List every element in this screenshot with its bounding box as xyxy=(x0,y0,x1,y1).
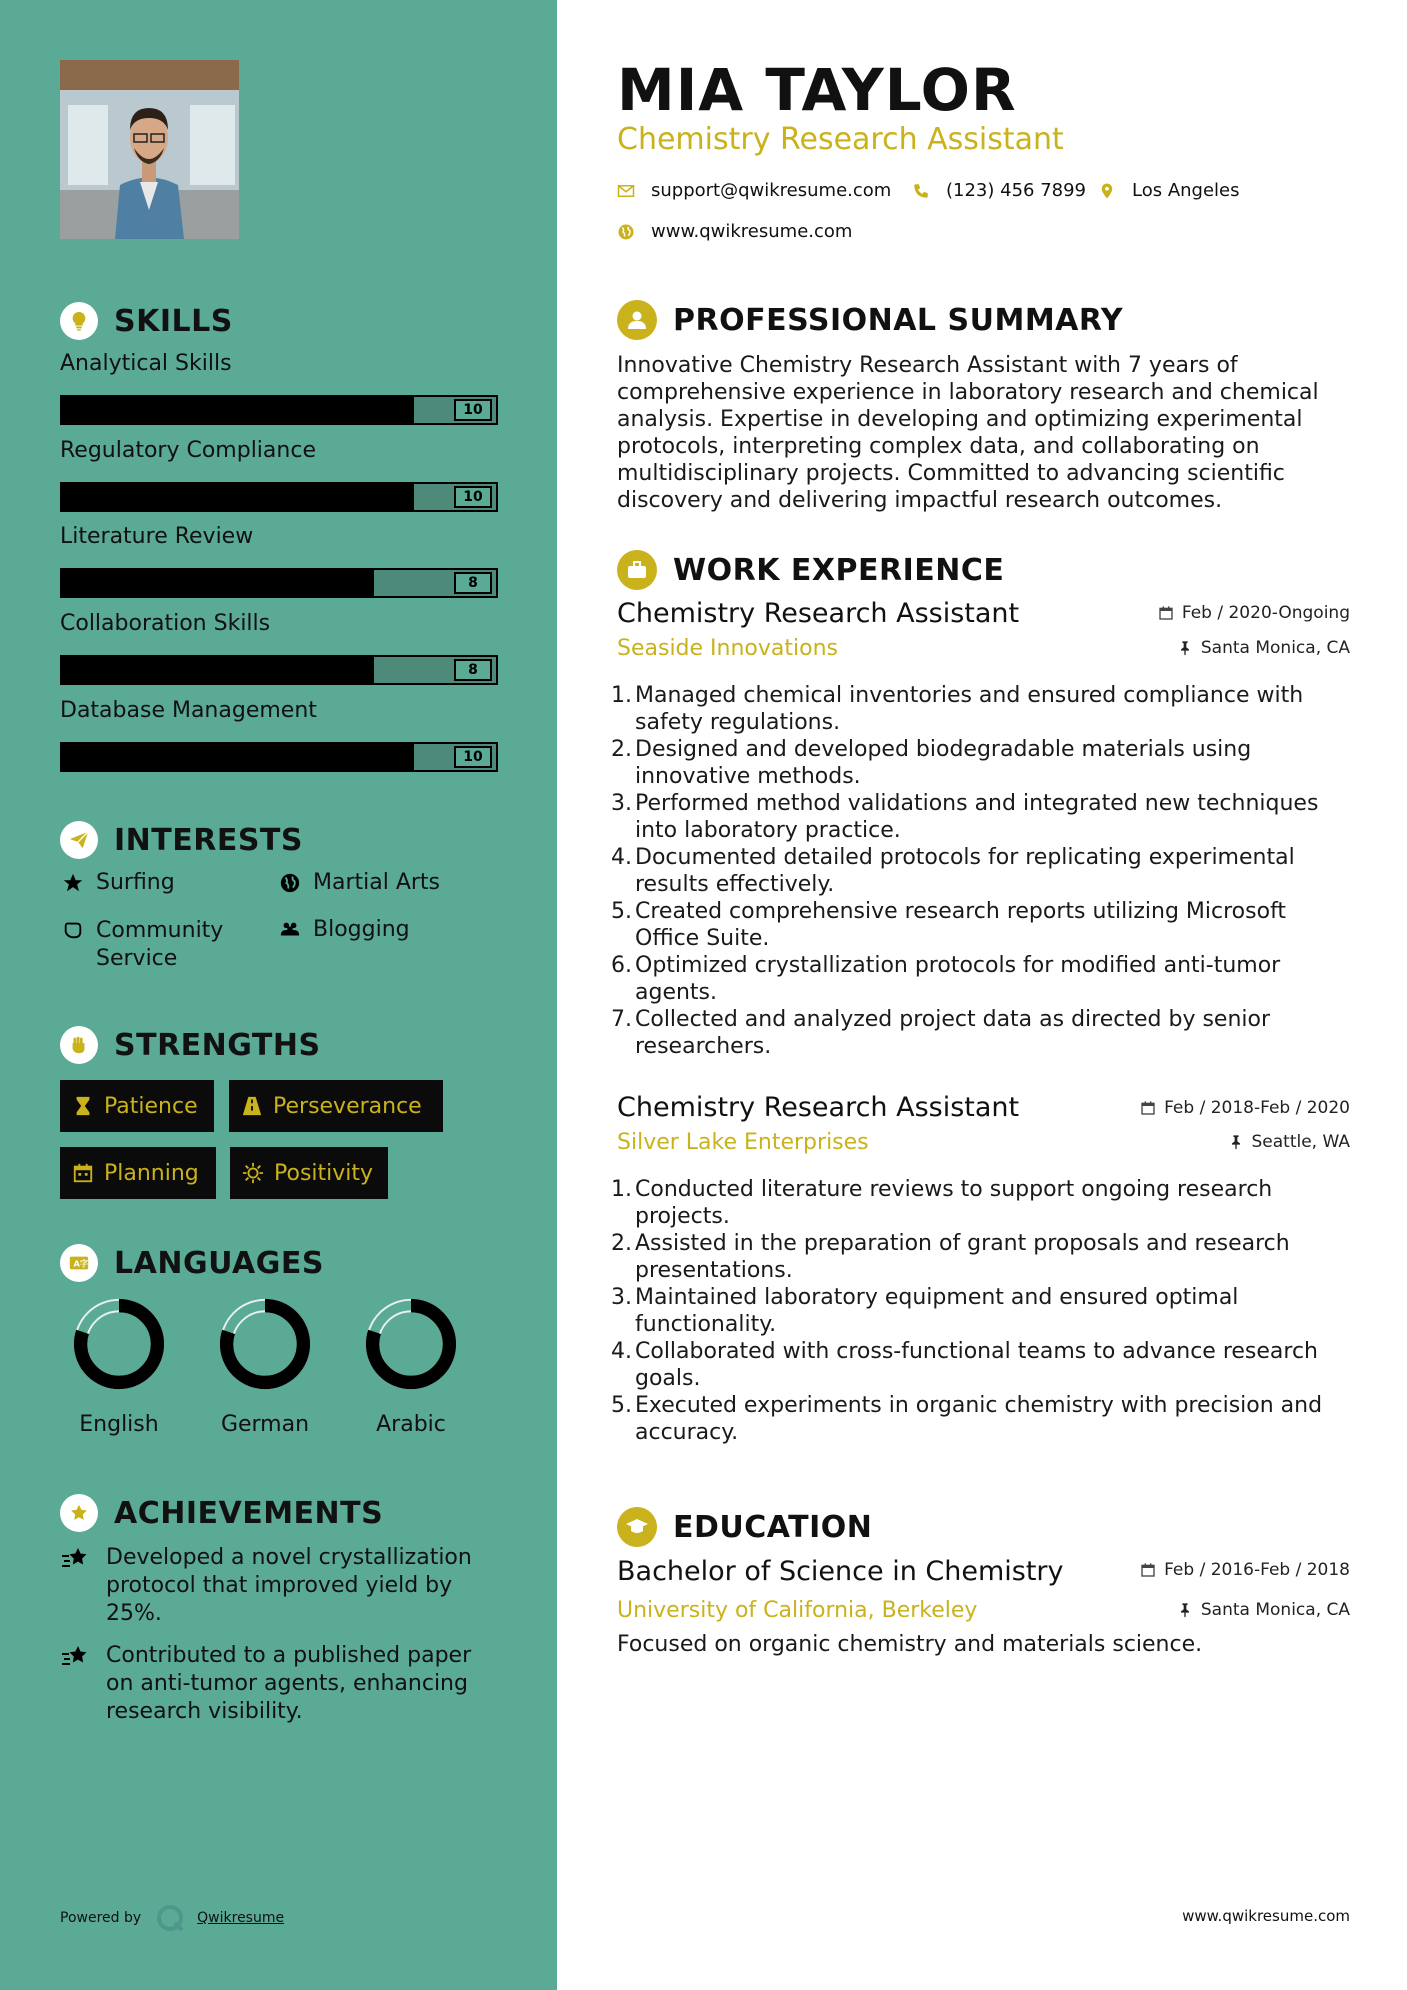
phone-text: (123) 456 7899 xyxy=(946,180,1087,201)
job-bullet: Assisted in the preparation of grant proposals and research presentations. xyxy=(635,1231,1290,1283)
education-title: EDUCATION xyxy=(673,1509,873,1545)
strength-label: Positivity xyxy=(274,1160,374,1186)
skill-bar-fill xyxy=(62,657,374,683)
achievement-text: Contributed to a published paper on anti-tumor agents, enhancing research visibility. xyxy=(106,1643,472,1724)
job-bullet: Created comprehensive research reports utilizing Microsoft Office Suite. xyxy=(635,899,1287,951)
languages-title: LANGUAGES xyxy=(114,1245,324,1281)
skill-item xyxy=(60,438,500,512)
job-location-text: Seattle, WA xyxy=(1251,1132,1350,1152)
strength-positivity xyxy=(230,1147,388,1199)
users-icon xyxy=(277,917,303,943)
interest-label: Martial Arts xyxy=(313,870,441,895)
language-ring xyxy=(217,1296,313,1392)
language-name: English xyxy=(79,1412,159,1437)
skill-level: 10 xyxy=(454,399,492,421)
candidate-name: MIA TAYLOR xyxy=(617,56,1017,124)
globe-icon xyxy=(617,223,635,241)
education-location-text: Santa Monica, CA xyxy=(1200,1600,1350,1620)
job-location xyxy=(1228,1132,1351,1152)
strength-label: Perseverance xyxy=(273,1093,422,1119)
pushpin-icon xyxy=(1177,1602,1193,1618)
skill-bar-fill xyxy=(62,570,374,596)
interest-label: Community Service xyxy=(96,918,224,971)
education-description: Focused on organic chemistry and materials science. xyxy=(617,1632,1203,1657)
candidate-role: Chemistry Research Assistant xyxy=(617,122,1064,157)
education-date-text: Feb / 2016-Feb / 2018 xyxy=(1164,1560,1350,1580)
skill-bar xyxy=(60,395,498,425)
languages-header xyxy=(60,1244,324,1282)
job-date-text: Feb / 2020-Ongoing xyxy=(1181,603,1350,623)
qwikresume-link[interactable]: Qwikresume xyxy=(197,1910,285,1926)
achievements-title: ACHIEVEMENTS xyxy=(114,1495,384,1531)
envelope-icon xyxy=(617,182,635,200)
interest-label: Surfing xyxy=(96,870,175,895)
skill-name: Database Management xyxy=(60,698,317,723)
skill-bar xyxy=(60,568,498,598)
skill-item xyxy=(60,524,500,598)
hourglass-icon xyxy=(72,1095,94,1117)
job-title: Chemistry Research Assistant xyxy=(617,1092,1020,1123)
job-date xyxy=(1158,603,1350,623)
job-bullet: Designed and developed biodegradable materials using innovative methods. xyxy=(635,737,1252,789)
star-badge-icon xyxy=(60,1494,98,1532)
svg-text:字: 字 xyxy=(79,1258,89,1269)
achievement-item xyxy=(60,1544,500,1628)
interests-title: INTERESTS xyxy=(114,822,303,858)
profile-photo xyxy=(60,60,239,239)
job-bullet: Optimized crystallization protocols for modified anti-tumor agents. xyxy=(635,953,1281,1005)
calendar-icon xyxy=(72,1162,94,1184)
strength-patience xyxy=(60,1080,214,1132)
contact-location xyxy=(1098,180,1240,201)
pushpin-icon xyxy=(1177,640,1193,656)
language-name: Arabic xyxy=(376,1412,446,1437)
strength-label: Patience xyxy=(104,1093,198,1119)
interest-item-community-service xyxy=(60,917,260,973)
experience-header xyxy=(617,550,1004,590)
skill-level: 10 xyxy=(454,746,492,768)
globe-icon xyxy=(277,870,303,896)
strengths-title: STRENGTHS xyxy=(114,1027,321,1063)
location-text: Los Angeles xyxy=(1132,180,1240,201)
language-item xyxy=(356,1296,466,1437)
job-company: Seaside Innovations xyxy=(617,636,838,661)
summary-header xyxy=(617,300,1123,340)
powered-by xyxy=(60,1903,284,1933)
road-icon xyxy=(241,1095,263,1117)
job-bullet: Conducted literature reviews to support ongoing research projects. xyxy=(635,1177,1273,1229)
education-date xyxy=(1140,1560,1350,1580)
skill-bar-fill xyxy=(62,397,414,423)
fist-icon xyxy=(60,1026,98,1064)
job-location xyxy=(1177,638,1350,658)
sidebar xyxy=(0,0,557,1990)
job-bullet: Collaborated with cross-functional teams to advance research goals. xyxy=(635,1339,1318,1391)
lightbulb-icon xyxy=(60,302,98,340)
skill-name: Regulatory Compliance xyxy=(60,438,316,463)
skills-header xyxy=(60,302,233,340)
phone-icon xyxy=(912,182,930,200)
job-bullet: Maintained laboratory equipment and ensured optimal functionality. xyxy=(635,1285,1239,1337)
powered-by-label: Powered by xyxy=(60,1910,142,1926)
education-degree: Bachelor of Science in Chemistry xyxy=(617,1556,1064,1587)
skill-bar xyxy=(60,482,498,512)
achievement-item xyxy=(60,1642,500,1726)
summary-title: PROFESSIONAL SUMMARY xyxy=(673,302,1124,338)
skill-level: 8 xyxy=(454,572,492,594)
email-text: support@qwikresume.com xyxy=(651,180,892,201)
skill-level: 8 xyxy=(454,659,492,681)
language-ring xyxy=(363,1296,459,1392)
interest-label: Blogging xyxy=(313,917,410,942)
job-bullet: Executed experiments in organic chemistry with precision and accuracy. xyxy=(635,1393,1323,1445)
experience-title: WORK EXPERIENCE xyxy=(673,552,1005,588)
skill-name: Collaboration Skills xyxy=(60,611,271,636)
job-bullet: Collected and analyzed project data as directed by senior researchers. xyxy=(635,1007,1271,1059)
skill-bar-fill xyxy=(62,744,414,770)
job-bullet: Documented detailed protocols for replicating experimental results effectively. xyxy=(635,845,1295,897)
user-icon xyxy=(617,300,657,340)
strength-planning xyxy=(60,1147,216,1199)
skill-bar xyxy=(60,742,498,772)
language-name: German xyxy=(220,1412,310,1437)
website-text: www.qwikresume.com xyxy=(651,221,853,242)
skill-item xyxy=(60,698,500,772)
contact-phone[interactable] xyxy=(912,180,1086,201)
skill-level: 10 xyxy=(454,486,492,508)
contact-email[interactable] xyxy=(617,180,891,201)
map-pin-icon xyxy=(1098,182,1116,200)
strength-label: Planning xyxy=(104,1160,199,1186)
graduation-cap-icon xyxy=(617,1507,657,1547)
language-item xyxy=(210,1296,320,1437)
education-header xyxy=(617,1507,872,1547)
skill-bar-fill xyxy=(62,484,414,510)
main-content xyxy=(557,0,1407,1990)
shooting-star-icon xyxy=(60,1642,92,1670)
achievements-header xyxy=(60,1494,383,1532)
calendar-icon xyxy=(1158,605,1174,621)
job-bullet: Performed method validations and integrated new techniques into laboratory practice. xyxy=(635,791,1319,843)
job-company: Silver Lake Enterprises xyxy=(617,1130,869,1155)
achievement-text: Developed a novel crystallization protocol that improved yield by 25%. xyxy=(106,1545,472,1626)
job-location-text: Santa Monica, CA xyxy=(1200,638,1350,658)
skill-item xyxy=(60,351,500,425)
job-date xyxy=(1140,1098,1350,1118)
skill-name: Analytical Skills xyxy=(60,351,232,376)
skills-title: SKILLS xyxy=(114,303,233,339)
shooting-star-icon xyxy=(60,1544,92,1572)
interest-item-surfing xyxy=(60,870,175,896)
education-location xyxy=(1177,1600,1350,1620)
job-date-text: Feb / 2018-Feb / 2020 xyxy=(1164,1098,1350,1118)
strengths-header xyxy=(60,1026,321,1064)
interests-header xyxy=(60,821,303,859)
job-bullets xyxy=(617,682,1357,1060)
star-icon xyxy=(60,870,86,896)
job-title: Chemistry Research Assistant xyxy=(617,598,1020,629)
svg-text:A: A xyxy=(73,1258,80,1269)
contact-website[interactable] xyxy=(617,221,852,242)
job-bullets xyxy=(617,1176,1357,1446)
language-ring xyxy=(71,1296,167,1392)
hand-icon xyxy=(60,917,86,943)
interest-item-martial-arts xyxy=(277,870,440,896)
pushpin-icon xyxy=(1228,1134,1244,1150)
language-card-icon xyxy=(60,1244,98,1282)
qwikresume-logo-icon xyxy=(155,1903,185,1933)
skill-item xyxy=(60,611,500,685)
briefcase-icon xyxy=(617,550,657,590)
interest-item-blogging xyxy=(277,917,410,943)
calendar-icon xyxy=(1140,1100,1156,1116)
summary-text: Innovative Chemistry Research Assistant with 7 years of comprehensive experience in laboratory research and chemical analysis. Expertise in developing and optimizing experimental protocols, interpreting complex data, and collaborating on multidisciplinary projects. Committed to advancing scientific discovery and delivering impactful research outcomes. xyxy=(617,353,1319,513)
skill-name: Literature Review xyxy=(60,524,254,549)
job-bullet: Managed chemical inventories and ensured compliance with safety regulations. xyxy=(635,683,1304,735)
calendar-icon xyxy=(1140,1562,1156,1578)
sun-icon xyxy=(242,1162,264,1184)
skill-bar xyxy=(60,655,498,685)
education-school: University of California, Berkeley xyxy=(617,1598,978,1623)
strength-perseverance xyxy=(229,1080,443,1132)
footer-url[interactable]: www.qwikresume.com xyxy=(1182,1907,1350,1925)
language-item xyxy=(64,1296,174,1437)
paper-plane-icon xyxy=(60,821,98,859)
